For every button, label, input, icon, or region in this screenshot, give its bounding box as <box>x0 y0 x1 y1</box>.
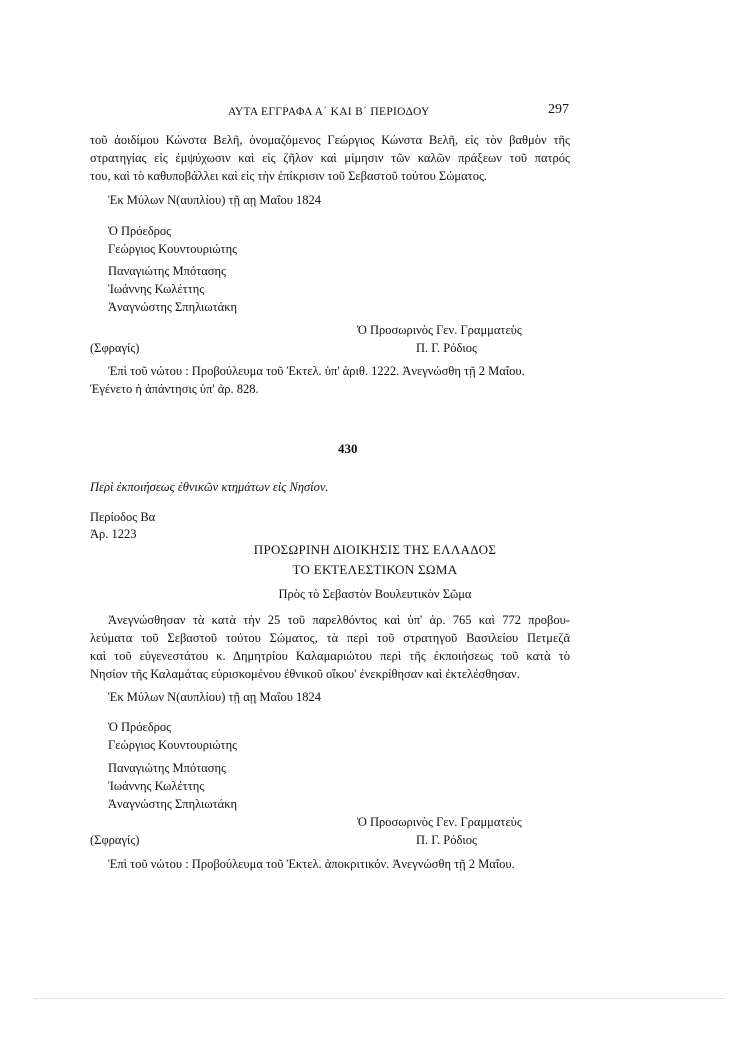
doc430-heading-line-2: ΤΟ ΕΚΤΕΛΕΣΤΙΚΟΝ ΣΩΜΑ <box>292 562 458 577</box>
doc429-president-name: Γεώργιος Κουντουριώτης <box>108 242 238 256</box>
doc429-secretary-name: Π. Γ. Ρόδιος <box>416 341 477 355</box>
doc429-line-2: στρατηγίας εἰς ἐμψύχωσιν καὶ εἰς ζῆλον καὶ μίμησιν τῶν καλῶν πράξεων τοῦ πατρός <box>90 151 570 165</box>
doc429-paragraph <box>90 131 570 185</box>
doc430-line-3: καὶ τοῦ εὐγενεστάτου κ. Δημητρίου Καλαμαριώτου περὶ τῆς ἐκποιήσεως τοῦ κατὰ τὸ <box>90 649 570 663</box>
doc429-verso-line-2: Ἐγένετο ἡ ἀπάντησις ὑπ' ἀρ. 828. <box>90 382 259 396</box>
doc430-member-3: Ἀναγνώστης Σπηλιωτάκη <box>108 797 238 811</box>
doc429-line-1: τοῦ ἀοιδίμου Κώνστα Βελῆ, ὀνομαζόμενος Γεώργιος Κώνστα Βελῆ, εἰς τὸν βαθμὸν τῆς <box>90 133 570 147</box>
doc430-subject: Περὶ ἐκποιήσεως ἐθνικῶν κτημάτων εἰς Νησίον. <box>90 480 329 494</box>
doc429-seal: (Σφραγίς) <box>90 341 140 355</box>
doc430-period: Περίοδος Βα <box>90 510 156 524</box>
doc430-secretary-name: Π. Γ. Ρόδιος <box>416 833 477 847</box>
bottom-scan-artifact <box>35 998 725 1003</box>
doc430-line-4: Νησίον τῆς Καλαμάτας εὑρισκομένου ἐθνικοῦ οἴκου' ἐνεκρίθησαν καὶ ἐκτελέσθησαν. <box>90 667 520 681</box>
doc430-line-2: λεύματα τοῦ Σεβαστοῦ τούτου Σώματος, τὰ περὶ τοῦ στρατηγοῦ Βασιλείου Πετμεζᾶ <box>90 631 570 645</box>
doc429-line-3: του, καὶ τὸ καθυποβάλλει καὶ εἰς τὴν ἐπίκρισιν τοῦ Σεβαστοῦ τούτου Σώματος. <box>90 169 488 183</box>
doc430-seal: (Σφραγίς) <box>90 833 140 847</box>
running-title: ΑΥΤΑ ΕΓΓΡΑΦΑ Α΄ ΚΑΙ Β΄ ΠΕΡΙΟΔΟΥ <box>228 106 430 118</box>
doc429-member-2: Ἰωάννης Κωλέττης <box>108 282 205 296</box>
doc430-president-name: Γεώργιος Κουντουριώτης <box>108 738 238 752</box>
doc430-heading-line-1: ΠΡΟΣΩΡΙΝΗ ΔΙΟΙΚΗΣΙΣ ΤΗΣ ΕΛΛΑΔΟΣ <box>253 542 497 557</box>
doc429-member-3: Ἀναγνώστης Σπηλιωτάκη <box>108 300 238 314</box>
doc429-place-date: Ἐκ Μύλων Ν(αυπλίου) τῇ αῃ Μαΐου 1824 <box>108 193 322 207</box>
doc429-secretary-title: Ὁ Προσωρινὸς Γεν. Γραμματεὺς <box>357 323 522 337</box>
doc430-place-date: Ἐκ Μύλων Ν(αυπλίου) τῇ αῃ Μαΐου 1824 <box>108 690 322 704</box>
doc430-line-1: Ἀνεγνώσθησαν τὰ κατὰ τὴν 25 τοῦ παρελθόντος καὶ ὑπ' ἀρ. 765 καὶ 772 προβου- <box>108 613 570 627</box>
doc430-paragraph <box>90 611 570 683</box>
doc429-member-1: Παναγιώτης Μπότασης <box>108 264 226 278</box>
doc430-verso: Ἐπὶ τοῦ νώτου : Προβούλευμα τοῦ Ἐκτελ. ἀποκριτικόν. Ἀνεγνώσθη τῇ 2 Μαΐου. <box>108 857 515 871</box>
doc430-secretary-title: Ὁ Προσωρινὸς Γεν. Γραμματεὺς <box>357 815 522 829</box>
doc430-addressee: Πρὸς τὸ Σεβαστὸν Βουλευτικὸν Σῶμα <box>278 587 472 601</box>
doc430-number: 430 <box>338 441 358 456</box>
doc430-reg-number: Ἀρ. 1223 <box>90 527 137 541</box>
doc429-verso-line-1: Ἐπὶ τοῦ νώτου : Προβούλευμα τοῦ Ἐκτελ. ὑπ' ἀριθ. 1222. Ἀνεγνώσθη τῇ 2 Μαΐου. <box>108 364 525 378</box>
page-number: 297 <box>548 102 569 117</box>
doc430-member-2: Ἰωάννης Κωλέττης <box>108 779 205 793</box>
doc430-member-1: Παναγιώτης Μπότασης <box>108 761 226 775</box>
doc430-president-title: Ὁ Πρόεδρος <box>108 720 172 734</box>
doc429-president-title: Ὁ Πρόεδρος <box>108 224 172 238</box>
